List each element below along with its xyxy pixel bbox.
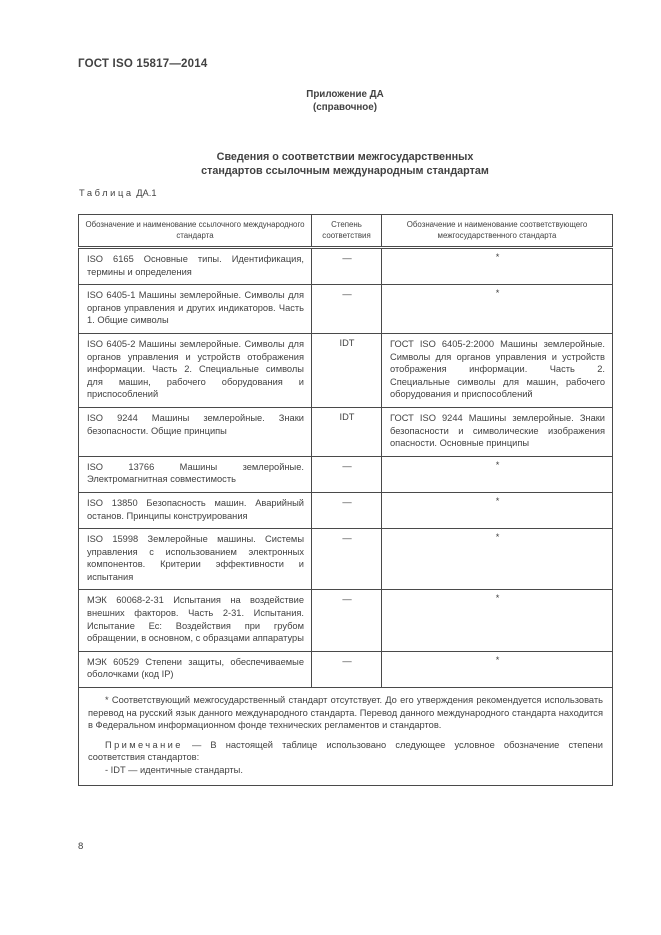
- reference-standard-cell: МЭК 60068-2-31 Испытания на воздействие внешних факторов. Часть 2-31. Испытания. Испытание Ес: Воздействия при грубом обращении, в основном, с образцами аппаратуры: [79, 590, 312, 651]
- degree-cell: —: [312, 285, 382, 334]
- page-title: [78, 150, 612, 178]
- reference-standard-cell: ISO 6405-1 Машины землеройные. Символы для органов управления и других индикаторов. Часть 1. Общие символы: [79, 285, 312, 334]
- col-header-degree: Степень соответствия: [312, 215, 382, 248]
- note-body: — В настоящей таблице использовано следующее условное обозначение степени соответствия стандартов:: [88, 739, 603, 763]
- col-header-interstate-standard: Обозначение и наименование соответствующего межгосударственного стандарта: [382, 215, 613, 248]
- page-title-line2: стандартов ссылочным международным стандартам: [201, 165, 489, 177]
- table-row: [79, 248, 613, 285]
- reference-standard-cell: ISO 13850 Безопасность машин. Аварийный останов. Принципы конструирования: [79, 492, 312, 528]
- table-caption: [79, 188, 157, 198]
- table-row: [79, 456, 613, 492]
- degree-cell: —: [312, 492, 382, 528]
- degree-cell: —: [312, 529, 382, 590]
- table-caption-number: ДА.1: [136, 188, 157, 198]
- degree-cell: —: [312, 590, 382, 651]
- reference-standard-cell: ISO 6405-2 Машины землеройные. Символы для органов управления и устройств отображения информации. Часть 2. Специальные символы для машин, рабочего оборудования и приспособлений: [79, 333, 312, 407]
- footnote-text: * Соответствующий межгосударственный стандарт отсутствует. До его утверждения рекомендуется использовать перевод на русский язык данного международного стандарта. Перевод данного международного стандарта находится в Федеральном информационном фонде технических регламентов и стандартов.: [88, 695, 603, 731]
- interstate-standard-cell: *: [382, 651, 613, 687]
- reference-standard-cell: ISO 13766 Машины землеройные. Электромагнитная совместимость: [79, 456, 312, 492]
- degree-cell: —: [312, 248, 382, 285]
- degree-cell: IDT: [312, 407, 382, 456]
- table-row: [79, 285, 613, 334]
- reference-standard-cell: МЭК 60529 Степени защиты, обеспечиваемые оболочками (код IP): [79, 651, 312, 687]
- note-item-idt: - IDT — идентичные стандарты.: [105, 765, 243, 775]
- appendix-label: Приложение ДА: [306, 89, 384, 100]
- col-header-reference-standard: Обозначение и наименование ссылочного международного стандарта: [79, 215, 312, 248]
- interstate-standard-cell: *: [382, 590, 613, 651]
- page-title-line1: Сведения о соответствии межгосударственных: [216, 151, 474, 163]
- interstate-standard-cell: *: [382, 529, 613, 590]
- degree-cell: IDT: [312, 333, 382, 407]
- table-row: [79, 529, 613, 590]
- table-row: [79, 492, 613, 528]
- interstate-standard-cell: *: [382, 456, 613, 492]
- reference-standard-cell: ISO 6165 Основные типы. Идентификация, термины и определения: [79, 248, 312, 285]
- page-number: 8: [78, 841, 84, 852]
- interstate-standard-cell: *: [382, 248, 613, 285]
- table-caption-label: Таблица: [79, 188, 134, 198]
- table-row: [79, 651, 613, 687]
- standard-number: ГОСТ ISO 15817—2014: [78, 58, 208, 70]
- interstate-standard-cell: *: [382, 285, 613, 334]
- note-paragraph: [88, 739, 603, 764]
- interstate-standard-cell: *: [382, 492, 613, 528]
- interstate-standard-cell: ГОСТ ISO 6405-2:2000 Машины землеройные. Символы для органов управления и устройств отображения информации. Часть 2. Специальные символы для машин, рабочего оборудования и приспособлений: [382, 333, 613, 407]
- table-row: [79, 590, 613, 651]
- table-row: [79, 407, 613, 456]
- note-label: Примечание: [105, 739, 183, 750]
- table-footnote-row: [79, 688, 613, 786]
- appendix-type: (справочное): [313, 102, 377, 113]
- degree-cell: —: [312, 651, 382, 687]
- table-header-row: [79, 215, 613, 248]
- table-footnote-cell: [79, 688, 613, 786]
- correspondence-table: [78, 214, 613, 786]
- table-row: [79, 333, 613, 407]
- interstate-standard-cell: ГОСТ ISO 9244 Машины землеройные. Знаки безопасности и символические изображения опасности. Основные принципы: [382, 407, 613, 456]
- reference-standard-cell: ISO 9244 Машины землеройные. Знаки безопасности. Общие принципы: [79, 407, 312, 456]
- degree-cell: —: [312, 456, 382, 492]
- reference-standard-cell: ISO 15998 Землеройные машины. Системы управления с использованием электронных компонентов. Критерии эффективности и испытания: [79, 529, 312, 590]
- appendix-heading: [78, 88, 612, 114]
